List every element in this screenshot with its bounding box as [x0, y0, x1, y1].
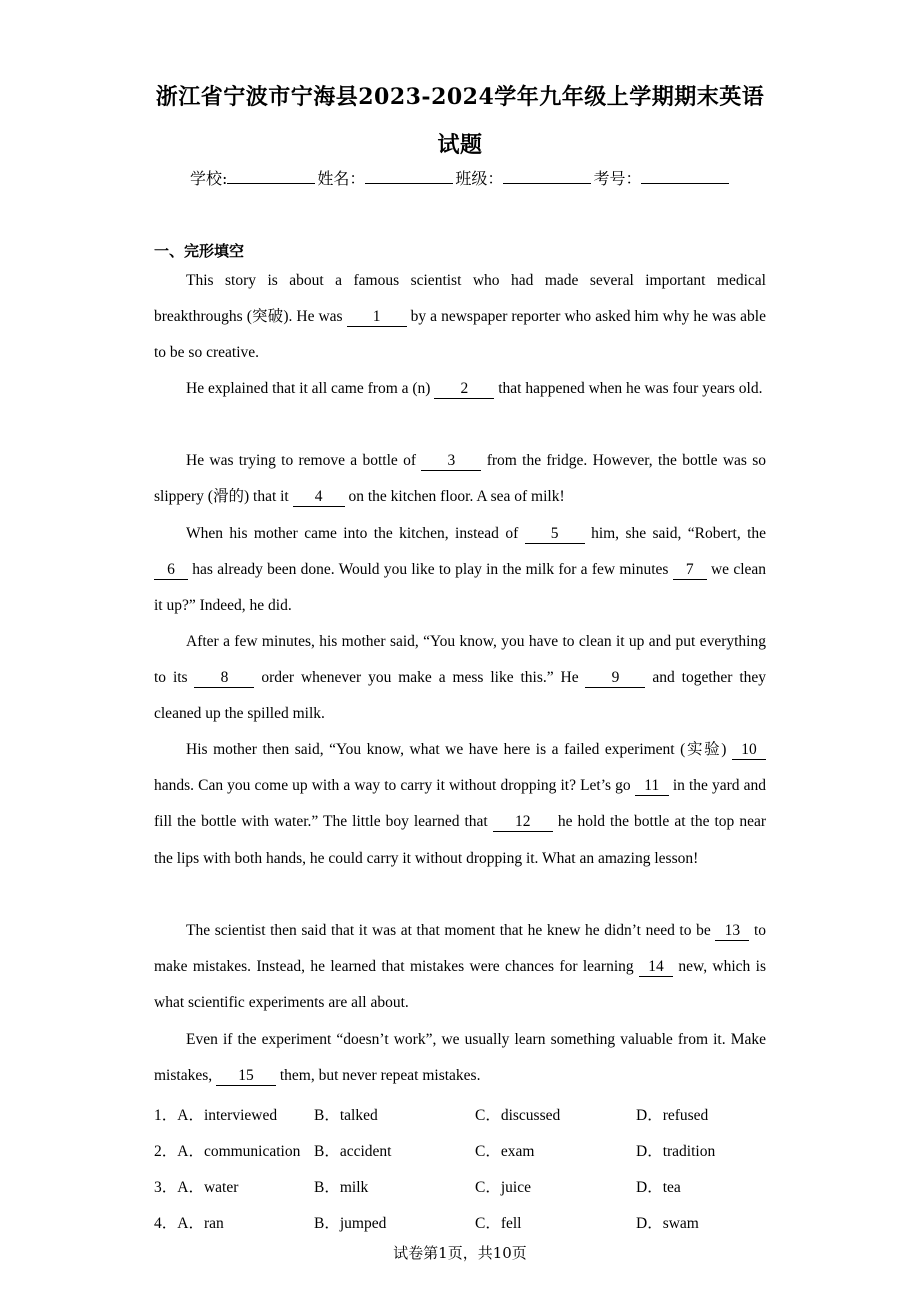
- question-4-options: [154, 1211, 794, 1235]
- page-footer: 试卷第1页，共10页: [393, 1244, 527, 1262]
- blank-2: 2: [434, 380, 494, 399]
- text: that happened when he was four years old.: [498, 380, 763, 397]
- school-field[interactable]: [227, 169, 315, 184]
- text: Even if the experiment “doesn’t work”, we usually learn something valuable from it. Make mistakes,: [154, 1031, 766, 1085]
- text: he hold the bottle at the top near the lips with both hands, he could carry it without dropping it. What an amazing lesson!: [154, 813, 767, 867]
- text: has already been done. Would you like to play in the milk for a few minutes: [192, 561, 669, 579]
- option-c: C．discussed: [475, 1107, 561, 1124]
- option-d: D．tradition: [636, 1143, 716, 1160]
- blank-6: 6: [154, 561, 188, 580]
- section-heading: 一、完形填空: [154, 242, 245, 260]
- passage-paragraph-4: [154, 516, 766, 625]
- passage-paragraph-8: [154, 1022, 766, 1094]
- option-a: 2．A．communication: [154, 1143, 301, 1160]
- text: His mother then said, “You know, what we have here is a failed experiment (实验): [186, 741, 727, 758]
- passage-paragraph-2: [154, 371, 766, 407]
- blank-10: 10: [732, 741, 766, 760]
- exam-title-line1: 浙江省宁波市宁海县2023-2024学年九年级上学期期末英语: [155, 84, 765, 110]
- text: and together they cleaned up the spilled milk.: [154, 669, 767, 723]
- passage-paragraph-6: [154, 732, 766, 877]
- option-c: C．juice: [475, 1179, 531, 1196]
- option-d: D．swam: [636, 1215, 699, 1232]
- question-2-options: [154, 1139, 794, 1163]
- text: in the yard and fill the bottle with water.” The little boy learned that: [154, 777, 767, 831]
- text: hands. Can you come up with a way to carry it without dropping it? Let’s go: [154, 777, 631, 795]
- school-label: 学校:: [190, 169, 228, 188]
- blank-11: 11: [635, 777, 669, 796]
- blank-4: 4: [293, 488, 345, 507]
- passage-paragraph-5: [154, 624, 766, 733]
- option-c: C．fell: [475, 1215, 522, 1232]
- passage-paragraph-7: [154, 913, 766, 1022]
- option-a: 4．A．ran: [154, 1215, 224, 1232]
- blank-3: 3: [421, 452, 481, 471]
- option-d: D．tea: [636, 1179, 681, 1196]
- exam-number-field[interactable]: [641, 169, 729, 184]
- option-a: 3．A．water: [154, 1179, 239, 1196]
- text: He was trying to remove a bottle of: [186, 452, 417, 469]
- question-3-options: [154, 1175, 794, 1199]
- text: new, which is what scientific experiments are all about.: [154, 958, 767, 1012]
- text: we clean it up?” Indeed, he did.: [154, 561, 767, 615]
- text: order whenever you make a mess like this.” He: [261, 669, 579, 687]
- text: him, she said, “Robert, the: [591, 525, 767, 542]
- text: When his mother came into the kitchen, instead of: [186, 525, 519, 542]
- text: to make mistakes. Instead, he learned that mistakes were chances for learning: [154, 922, 767, 976]
- blank-13: 13: [715, 922, 749, 941]
- name-label: 姓名：: [317, 169, 366, 188]
- blank-14: 14: [639, 958, 673, 977]
- option-c: C．exam: [475, 1143, 535, 1160]
- passage-paragraph-1: [154, 263, 766, 372]
- question-1-options: [154, 1103, 794, 1127]
- blank-9: 9: [585, 669, 645, 688]
- text: The scientist then said that it was at that moment that he knew he didn’t need to be: [186, 922, 711, 939]
- option-b: B．talked: [314, 1107, 378, 1124]
- blank-8: 8: [194, 669, 254, 688]
- blank-7: 7: [673, 561, 707, 580]
- text: by a newspaper reporter who asked him why he was able to be so creative.: [154, 308, 766, 362]
- text: them, but never repeat mistakes.: [279, 1067, 481, 1085]
- text: After a few minutes, his mother said, “You know, you have to clean it up and put everything to its: [154, 633, 766, 687]
- exam-number-label: 考号：: [593, 169, 642, 188]
- blank-12: 12: [493, 813, 553, 832]
- text: on the kitchen floor. A sea of milk!: [348, 488, 565, 506]
- passage-paragraph-3: [154, 443, 766, 515]
- option-a: 1．A．interviewed: [154, 1107, 278, 1124]
- class-label: 班级：: [455, 169, 504, 188]
- class-field[interactable]: [503, 169, 591, 184]
- option-b: B．milk: [314, 1179, 369, 1196]
- option-b: B．jumped: [314, 1215, 387, 1232]
- text: from the fridge. However, the bottle was so slippery (滑的) that it: [154, 452, 767, 506]
- blank-1: 1: [347, 308, 407, 327]
- text: This story is about a famous scientist who had made several important medical breakthroughs (突破). He was: [154, 272, 766, 326]
- option-d: D．refused: [636, 1107, 709, 1124]
- name-field[interactable]: [365, 169, 453, 184]
- blank-15: 15: [216, 1067, 276, 1086]
- student-info-row: [190, 166, 731, 189]
- blank-5: 5: [525, 525, 585, 544]
- exam-title-line2: 试题: [437, 132, 483, 158]
- text: He explained that it all came from a (n): [186, 380, 431, 397]
- option-b: B．accident: [314, 1143, 392, 1160]
